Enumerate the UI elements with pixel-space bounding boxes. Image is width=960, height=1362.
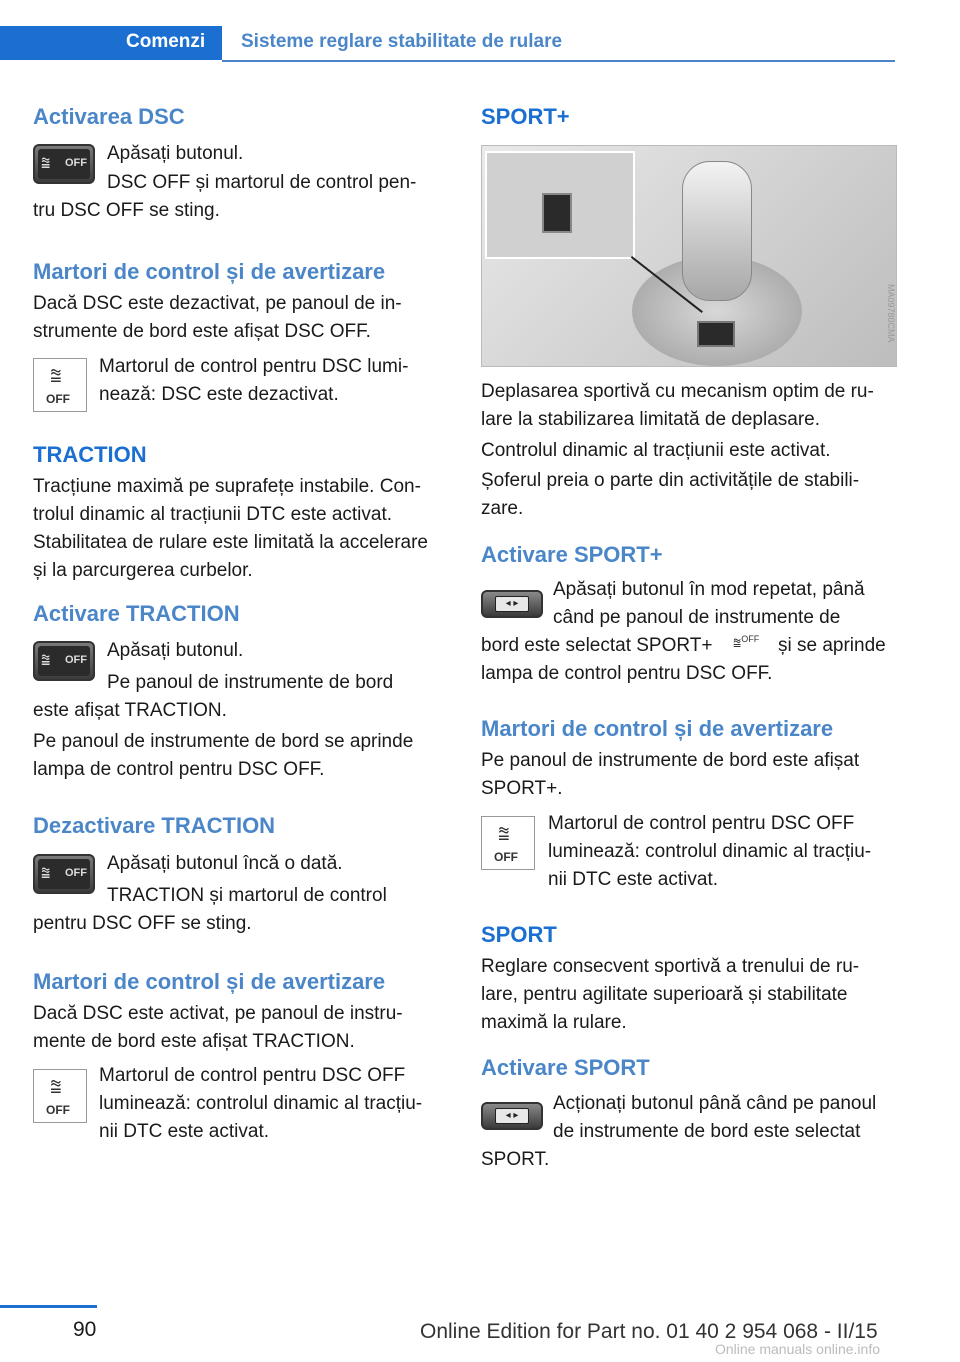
dsc-off-button-icon: ⩰ OFF xyxy=(33,641,95,681)
text: Tracțiune maximă pe suprafețe instabile. Con‐ xyxy=(33,476,421,497)
drive-mode-switch xyxy=(697,321,735,347)
text: când pe panoul de instrumente de xyxy=(553,607,841,628)
text: Apăsați butonul încă o dată. xyxy=(107,853,343,874)
text: Martorul de control pentru DSC lumi‐ xyxy=(99,356,409,377)
text: Șoferul preia o parte din activitățile de stabili‐ xyxy=(481,470,860,491)
text: este afișat TRACTION. xyxy=(33,700,227,721)
text: Reglare consecvent sportivă a trenului de ru‐ xyxy=(481,956,860,977)
text: luminează: controlul dinamic al tracțiu‐ xyxy=(99,1093,423,1114)
watermark: Online manuals online.info xyxy=(715,1341,880,1357)
page-number: 90 xyxy=(73,1318,97,1341)
text: nează: DSC este dezactivat. xyxy=(99,384,339,405)
dsc-off-inline-icon: ⩰$^{OFF}$ xyxy=(733,634,760,651)
photo-code: MA09780CMA xyxy=(886,284,896,343)
text: pentru DSC OFF se sting. xyxy=(33,913,252,934)
text: lare, pentru agilitate superioară și stabilitate xyxy=(481,984,848,1005)
text: Dacă DSC este dezactivat, pe panoul de in‐ xyxy=(33,293,402,314)
text: luminează: controlul dinamic al tracțiu‐ xyxy=(548,841,872,862)
edition-text: Online Edition for Part no. 01 40 2 954 068 - II/15 xyxy=(420,1320,878,1343)
heading-dezactivare-traction: Dezactivare TRACTION xyxy=(33,813,276,838)
text: lampa de control pentru DSC OFF. xyxy=(33,759,325,780)
text: și se aprinde xyxy=(778,635,886,656)
heading-traction: TRACTION xyxy=(33,442,147,467)
text: Martorul de control pentru DSC OFF xyxy=(548,813,855,834)
heading-activare-sport: Activare SPORT xyxy=(481,1055,650,1080)
heading-activare-dsc: Activarea DSC xyxy=(33,104,185,129)
drive-mode-switch-icon xyxy=(481,1102,543,1130)
text: mente de bord este afișat TRACTION. xyxy=(33,1031,355,1052)
text: tru DSC OFF se sting. xyxy=(33,200,220,221)
text: lampa de control pentru DSC OFF. xyxy=(481,663,773,684)
text: Acționați butonul până când pe panoul xyxy=(553,1093,877,1114)
text: Apăsați butonul. xyxy=(107,143,244,164)
text: Controlul dinamic al tracțiunii este activat. xyxy=(481,440,831,461)
text: Pe panoul de instrumente de bord xyxy=(107,672,394,693)
text: maximă la rulare. xyxy=(481,1012,627,1033)
heading-martori-2: Martori de control și de avertizare xyxy=(33,969,386,994)
chapter-tab-label: Comenzi xyxy=(126,31,206,52)
heading-activare-traction: Activare TRACTION xyxy=(33,601,240,626)
text: de instrumente de bord este selectat xyxy=(553,1121,861,1142)
text: Apăsați butonul. xyxy=(107,640,244,661)
text: și la parcurgerea curbelor. xyxy=(33,560,253,581)
text: Pe panoul de instrumente de bord este afișat xyxy=(481,750,860,771)
gear-lever xyxy=(682,161,752,301)
text: Pe panoul de instrumente de bord se aprinde xyxy=(33,731,414,752)
text: lare la stabilizarea limitată de deplasare. xyxy=(481,409,821,430)
car-skid-icon: ⩰ xyxy=(41,155,51,172)
drive-mode-switch-icon xyxy=(481,590,543,618)
chapter-tab[interactable] xyxy=(0,26,222,60)
heading-sport: SPORT xyxy=(481,922,557,947)
text: Apăsați butonul în mod repetat, până xyxy=(553,579,865,600)
heading-sport-plus: SPORT+ xyxy=(481,104,570,129)
switch-inset xyxy=(485,151,635,259)
dsc-off-button-icon: ⩰ OFF xyxy=(33,854,95,894)
text: trolul dinamic al tracțiunii DTC este activat. xyxy=(33,504,393,525)
text: Martorul de control pentru DSC OFF xyxy=(99,1065,406,1086)
text: nii DTC este activat. xyxy=(548,869,718,890)
text: SPORT. xyxy=(481,1149,550,1170)
footer-rule xyxy=(0,1305,97,1308)
text: Dacă DSC este activat, pe panoul de instru‐ xyxy=(33,1003,403,1024)
arrow-icon: ◂ ▸ xyxy=(495,1108,529,1124)
dsc-off-button-icon: ⩰ OFF xyxy=(33,144,95,184)
text: DSC OFF și martorul de control pen‐ xyxy=(107,172,417,193)
text: Stabilitatea de rulare este limitată la accelerare xyxy=(33,532,428,553)
heading-martori-3: Martori de control și de avertizare xyxy=(481,716,834,741)
heading-activare-sport-plus: Activare SPORT+ xyxy=(481,542,663,567)
page-header xyxy=(0,26,895,62)
text: TRACTION și martorul de control xyxy=(107,885,387,906)
gear-selector-photo xyxy=(481,145,897,367)
car-skid-icon: ⩰ xyxy=(41,865,51,882)
text: bord este selectat SPORT+ xyxy=(481,635,713,656)
dsc-off-warning-lamp-icon: ⩰ OFF xyxy=(33,1069,87,1123)
text: SPORT+. xyxy=(481,778,563,799)
text: Deplasarea sportivă cu mecanism optim de ru‐ xyxy=(481,381,874,402)
text: nii DTC este activat. xyxy=(99,1121,269,1142)
dsc-off-warning-lamp-icon: ⩰ OFF xyxy=(33,358,87,412)
section-title: Sisteme reglare stabilitate de rulare xyxy=(241,31,563,52)
heading-martori: Martori de control și de avertizare xyxy=(33,259,386,284)
header-rule xyxy=(222,60,895,62)
arrow-icon: ◂ ▸ xyxy=(495,596,529,612)
text: strumente de bord este afișat DSC OFF. xyxy=(33,321,371,342)
text: zare. xyxy=(481,498,524,519)
car-skid-icon: ⩰ xyxy=(41,652,51,669)
dsc-off-warning-lamp-icon: ⩰ OFF xyxy=(481,816,535,870)
